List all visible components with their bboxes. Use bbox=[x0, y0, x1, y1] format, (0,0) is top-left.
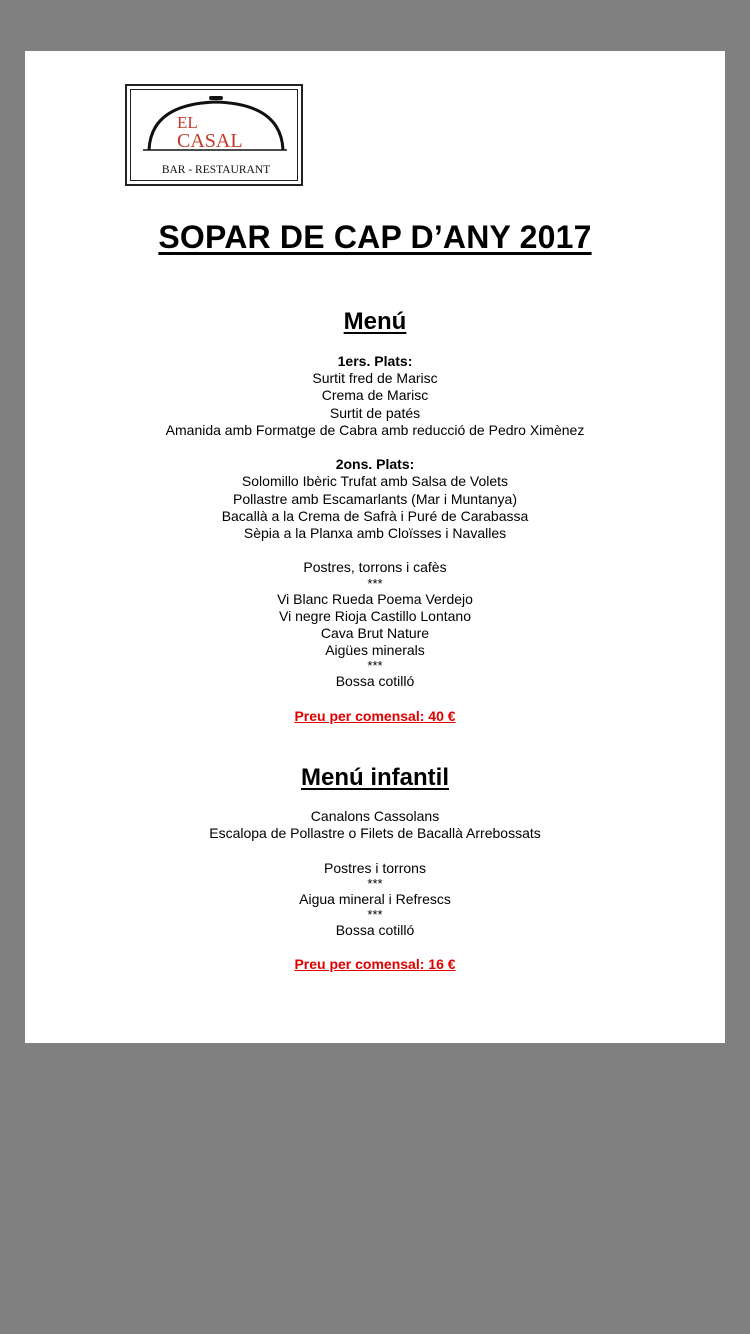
logo-line2: CASAL bbox=[177, 130, 243, 152]
restaurant-logo bbox=[125, 84, 303, 186]
list-item: Bacallà a la Crema de Safrà i Puré de Carabassa bbox=[221, 507, 529, 524]
logo-subtitle: BAR - RESTAURANT bbox=[161, 164, 271, 176]
desserts-line: Postres, torrons i cafès bbox=[303, 559, 447, 576]
list-item: Aigües minerals bbox=[325, 642, 425, 659]
list-item: Surtit de patés bbox=[329, 404, 421, 421]
spacer bbox=[25, 542, 725, 559]
logo-line1: EL bbox=[177, 113, 198, 132]
logo-graphic bbox=[131, 90, 301, 184]
list-item: Solomillo Ibèric Trufat amb Salsa de Volets bbox=[241, 473, 509, 490]
menu-heading: Menú bbox=[343, 308, 407, 335]
list-item: Pollastre amb Escamarlants (Mar i Muntanya) bbox=[233, 490, 517, 507]
page-title: SOPAR DE CAP D’ANY 2017 bbox=[158, 219, 592, 255]
separator: *** bbox=[367, 907, 383, 922]
kids-menu-body bbox=[25, 808, 725, 974]
list-item: Surtit fred de Marisc bbox=[312, 370, 438, 387]
kids-menu-heading: Menú infantil bbox=[301, 764, 449, 791]
menu-price: Preu per comensal: 40 € bbox=[294, 707, 456, 724]
list-item: Sèpia a la Planxa amb Cloïsses i Navalles bbox=[243, 525, 507, 542]
drinks-line: Aigua mineral i Refrescs bbox=[299, 890, 451, 907]
list-item: Vi negre Rioja Castillo Lontano bbox=[279, 607, 471, 624]
second-courses-label: 2ons. Plats: bbox=[335, 456, 415, 473]
extra-line: Bossa cotilló bbox=[335, 922, 415, 938]
list-item: Vi Blanc Rueda Poema Verdejo bbox=[277, 590, 473, 607]
list-item: Cava Brut Nature bbox=[320, 625, 430, 642]
separator: *** bbox=[367, 875, 383, 891]
separator: *** bbox=[367, 658, 383, 674]
kids-menu-price: Preu per comensal: 16 € bbox=[294, 956, 456, 973]
spacer bbox=[25, 691, 725, 708]
spacer bbox=[25, 439, 725, 456]
list-item: Escalopa de Pollastre o Filets de Bacallà Arrebossats bbox=[209, 825, 541, 842]
spacer bbox=[25, 842, 725, 859]
first-courses-label: 1ers. Plats: bbox=[337, 353, 413, 369]
desserts-line: Postres i torrons bbox=[324, 859, 426, 876]
separator: *** bbox=[367, 575, 383, 591]
spacer bbox=[25, 939, 725, 956]
list-item: Crema de Marisc bbox=[321, 387, 429, 404]
document-page bbox=[25, 51, 725, 1043]
list-item: Canalons Cassolans bbox=[310, 808, 440, 824]
extra-line: Bossa cotilló bbox=[335, 673, 415, 690]
menu-body bbox=[25, 353, 725, 725]
list-item: Amanida amb Formatge de Cabra amb reducció de Pedro Ximènez bbox=[165, 421, 585, 438]
